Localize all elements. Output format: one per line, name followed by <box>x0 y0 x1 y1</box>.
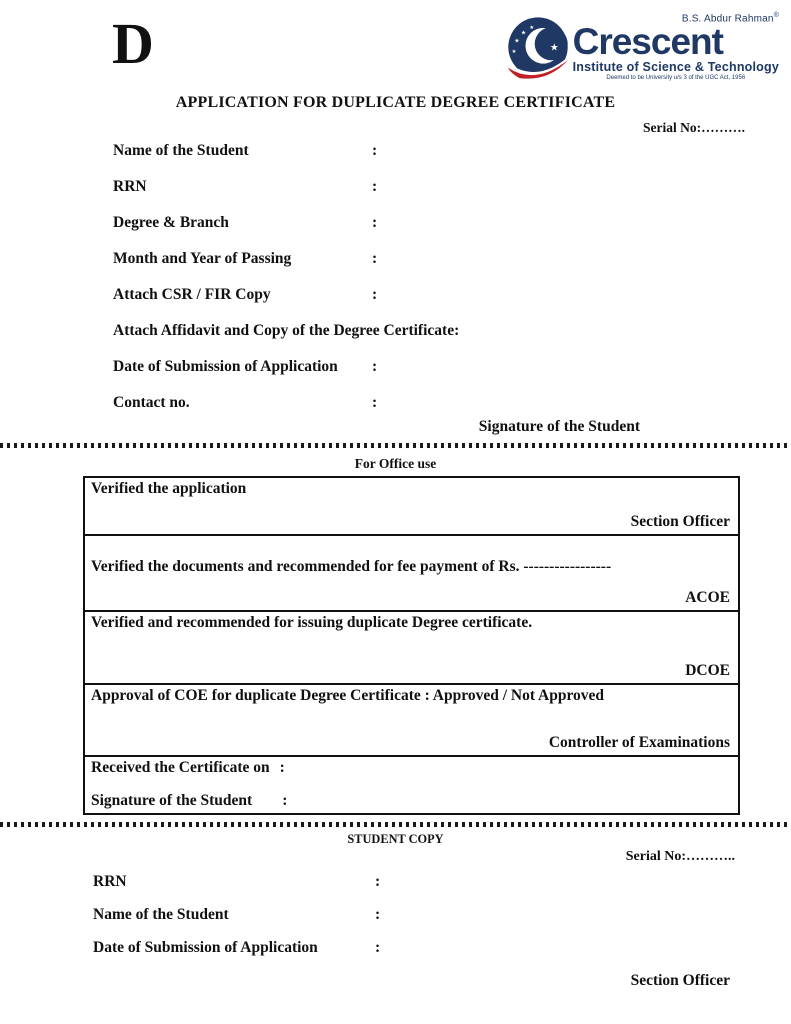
serial-number-field: Serial No:………. <box>643 120 745 135</box>
student-copy-serial-field: Serial No:……….. <box>625 849 735 864</box>
field-row-rrn <box>113 178 791 200</box>
field-label: RRN <box>93 873 127 890</box>
svg-text:★: ★ <box>513 37 520 45</box>
crescent-institute-logo <box>505 12 779 92</box>
office-row-text: Approval of COE for duplicate Degree Certificate : Approved / Not Approved <box>91 687 605 704</box>
section-officer-signatory: Section Officer <box>630 972 730 989</box>
field-label: Month and Year of Passing <box>113 250 292 267</box>
field-label: Attach Affidavit and Copy of the Degree Certificate: <box>113 322 460 339</box>
received-certificate-line <box>91 759 732 777</box>
student-copy-heading: STUDENT COPY <box>347 831 444 846</box>
office-row-signatory: Controller of Examinations <box>548 734 730 751</box>
field-label: RRN <box>113 178 147 195</box>
brand-name: Crescent <box>572 21 723 63</box>
svg-text:★: ★ <box>549 42 559 54</box>
applicant-fields <box>0 142 791 416</box>
field-label: Contact no. <box>113 394 190 411</box>
svg-text:★: ★ <box>529 25 534 32</box>
field-label: Attach CSR / FIR Copy <box>113 286 271 303</box>
receipt-signature-line <box>91 792 732 810</box>
crescent-moon-stars-icon <box>505 16 571 92</box>
office-row-verify-application <box>85 478 738 536</box>
received-label: Received the Certificate on <box>91 759 270 776</box>
field-label: Date of Submission of Application <box>113 358 338 375</box>
field-row-degree-branch <box>113 214 791 236</box>
brand-subtitle: Institute of Science & Technology <box>572 60 779 75</box>
logo-text-block <box>573 12 779 81</box>
field-colon: : <box>372 142 378 159</box>
field-colon: : <box>372 214 378 231</box>
office-use-table <box>83 476 740 815</box>
svg-text:★: ★ <box>511 49 516 56</box>
field-colon: : <box>375 873 381 890</box>
field-colon: : <box>375 939 381 956</box>
received-colon: : <box>279 759 285 776</box>
field-row-affidavit <box>113 322 791 344</box>
registered-mark: ® <box>773 12 779 19</box>
office-row-text: Verified and recommended for issuing duplicate Degree certificate. <box>91 614 533 631</box>
field-row-rrn-copy <box>93 873 791 893</box>
office-row-verify-documents <box>85 536 738 612</box>
field-colon: : <box>372 250 378 267</box>
field-row-name-copy <box>93 906 791 926</box>
svg-text:★: ★ <box>520 29 526 37</box>
field-row-month-year <box>113 250 791 272</box>
field-colon: : <box>372 178 378 195</box>
dotted-separator-bottom <box>0 822 791 827</box>
receipt-signature-label: Signature of the Student <box>91 792 253 809</box>
field-row-submission-date <box>113 358 791 380</box>
dotted-separator-top <box>0 443 791 448</box>
office-row-coe-approval <box>85 685 738 757</box>
page-header <box>0 0 791 92</box>
office-row-text: Verified the documents and recommended for fee payment of Rs. ----------------- <box>91 558 612 575</box>
form-title: APPLICATION FOR DUPLICATE DEGREE CERTIFICATE <box>175 94 616 111</box>
brand-prefix-text: B.S. Abdur Rahman <box>681 13 774 25</box>
field-colon: : <box>372 394 378 411</box>
brand-tagline: Deemed to be University u/s 3 of the UGC Act, 1956 <box>606 75 746 82</box>
office-row-signatory: Section Officer <box>630 513 730 530</box>
field-row-contact <box>113 394 791 416</box>
office-row-text: Verified the application <box>91 480 247 497</box>
field-colon: : <box>372 358 378 375</box>
field-label: Degree & Branch <box>113 214 229 231</box>
field-label: Date of Submission of Application <box>93 939 318 956</box>
receipt-signature-colon: : <box>282 792 288 809</box>
field-row-submission-date-copy <box>93 939 791 959</box>
field-row-name <box>113 142 791 164</box>
corner-letter: D <box>112 11 154 76</box>
student-copy-fields <box>0 873 791 959</box>
field-colon: : <box>372 286 378 303</box>
office-row-receipt <box>85 757 738 813</box>
field-colon: : <box>375 906 381 923</box>
office-row-signatory: ACOE <box>685 589 730 606</box>
field-label: Name of the Student <box>113 142 249 159</box>
office-use-heading: For Office use <box>354 456 437 471</box>
office-row-recommend-issue <box>85 612 738 685</box>
office-row-signatory: DCOE <box>685 662 730 679</box>
field-row-csr-fir <box>113 286 791 308</box>
field-label: Name of the Student <box>93 906 229 923</box>
student-signature-label: Signature of the Student <box>478 418 640 435</box>
